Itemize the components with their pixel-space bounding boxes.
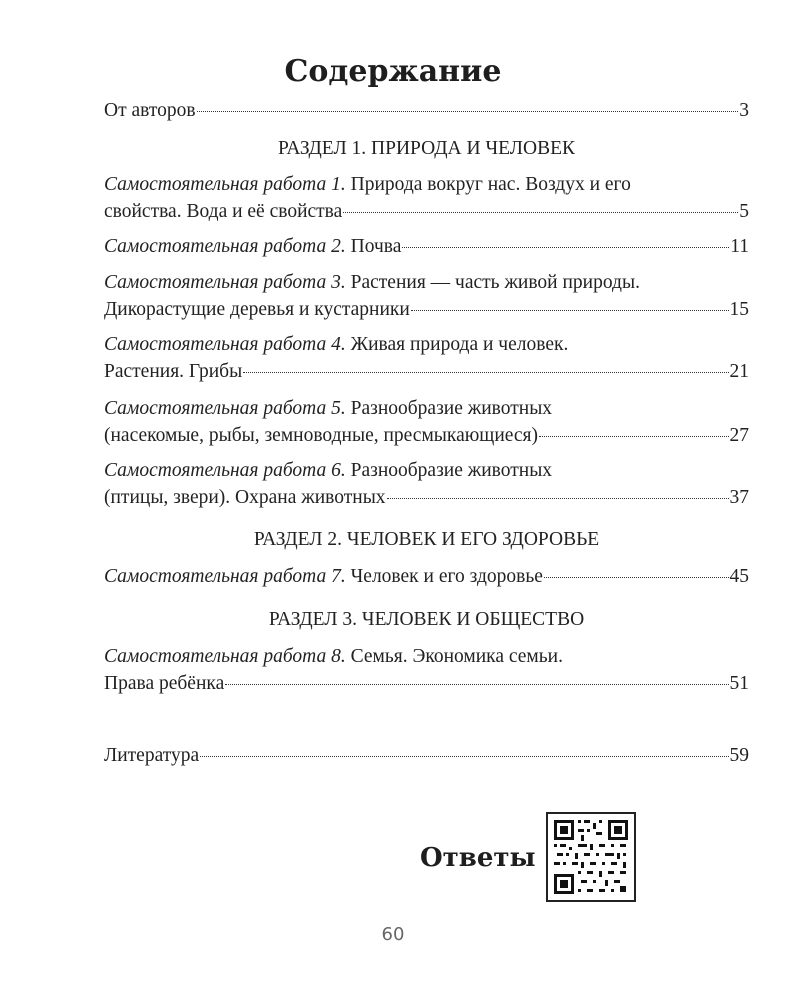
entry-italic: Самостоятельная работа 6. xyxy=(104,460,346,481)
answers-label: Ответы xyxy=(420,843,536,873)
entry-title-cont: Права ребёнка xyxy=(104,673,225,694)
entry-title-cont: Растения. Грибы xyxy=(104,361,243,382)
entry-title-cont: (птицы, звери). Охрана животных xyxy=(104,487,386,508)
section-heading-1: РАЗДЕЛ 1. ПРИРОДА И ЧЕЛОВЕК xyxy=(277,138,576,159)
entry-title-cont: (насекомые, рыбы, земноводные, пресмыкающиеся) xyxy=(104,425,539,446)
entry-page: 21 xyxy=(729,361,749,382)
qr-code-icon xyxy=(548,814,634,900)
entry-italic: Самостоятельная работа 4. xyxy=(104,334,346,355)
entry-page: 15 xyxy=(729,299,749,320)
leader-dots xyxy=(539,436,728,437)
entry-italic: Самостоятельная работа 5. xyxy=(104,398,346,419)
toc-entry-from-authors[interactable] xyxy=(104,97,749,124)
entry-page: 5 xyxy=(739,201,749,222)
entry-page: 59 xyxy=(729,745,749,766)
entry-italic: Самостоятельная работа 8. xyxy=(104,646,346,667)
leader-dots xyxy=(402,247,729,248)
entry-title: Живая природа и человек. xyxy=(345,334,569,355)
section-heading-2: РАЗДЕЛ 2. ЧЕЛОВЕК И ЕГО ЗДОРОВЬЕ xyxy=(253,529,600,550)
leader-dots xyxy=(411,310,729,311)
entry-title-cont: Дикорастущие деревья и кустарники xyxy=(104,299,410,320)
entry-page: 27 xyxy=(729,425,749,446)
leader-dots xyxy=(200,756,728,757)
entry-title-cont: свойства. Вода и её свойства xyxy=(104,201,343,222)
entry-label: От авторов xyxy=(104,100,196,121)
entry-italic: Самостоятельная работа 7. xyxy=(104,566,346,587)
entry-title: Человек и его здоровье xyxy=(345,566,543,587)
entry-page: 3 xyxy=(739,100,749,121)
toc-entry-work-1[interactable] xyxy=(104,171,749,225)
entry-page: 11 xyxy=(730,236,749,257)
leader-dots xyxy=(197,111,739,112)
leader-dots xyxy=(387,498,729,499)
page-number: 60 xyxy=(381,924,405,945)
toc-entry-work-2[interactable] xyxy=(104,233,749,260)
toc-entry-work-6[interactable] xyxy=(104,457,749,511)
entry-title: Разнообразие животных xyxy=(345,460,553,481)
entry-title: Почва xyxy=(345,236,402,257)
entry-page: 51 xyxy=(729,673,749,694)
entry-title: Природа вокруг нас. Воздух и его xyxy=(345,174,631,195)
page-title: Содержание xyxy=(284,54,502,89)
entry-page: 37 xyxy=(729,487,749,508)
entry-italic: Самостоятельная работа 2. xyxy=(104,236,346,257)
entry-title: Растения — часть живой природы. xyxy=(345,272,640,293)
entry-italic: Самостоятельная работа 3. xyxy=(104,272,346,293)
toc-entry-literature[interactable] xyxy=(104,742,749,769)
toc-entry-work-8[interactable] xyxy=(104,643,749,697)
leader-dots xyxy=(343,212,738,213)
entry-page: 45 xyxy=(729,566,749,587)
toc-entry-work-5[interactable] xyxy=(104,395,749,449)
leader-dots xyxy=(544,577,729,578)
toc-entry-work-4[interactable] xyxy=(104,331,749,385)
entry-title: Разнообразие животных xyxy=(345,398,553,419)
leader-dots xyxy=(225,684,728,685)
entry-title: Семья. Экономика семьи. xyxy=(345,646,563,667)
section-heading-3: РАЗДЕЛ 3. ЧЕЛОВЕК И ОБЩЕСТВО xyxy=(268,609,585,630)
qr-code[interactable] xyxy=(546,812,636,902)
toc-entry-work-3[interactable] xyxy=(104,269,749,323)
entry-label: Литература xyxy=(104,745,200,766)
toc-entry-work-7[interactable] xyxy=(104,563,749,590)
leader-dots xyxy=(243,372,728,373)
entry-italic: Самостоятельная работа 1. xyxy=(104,174,346,195)
